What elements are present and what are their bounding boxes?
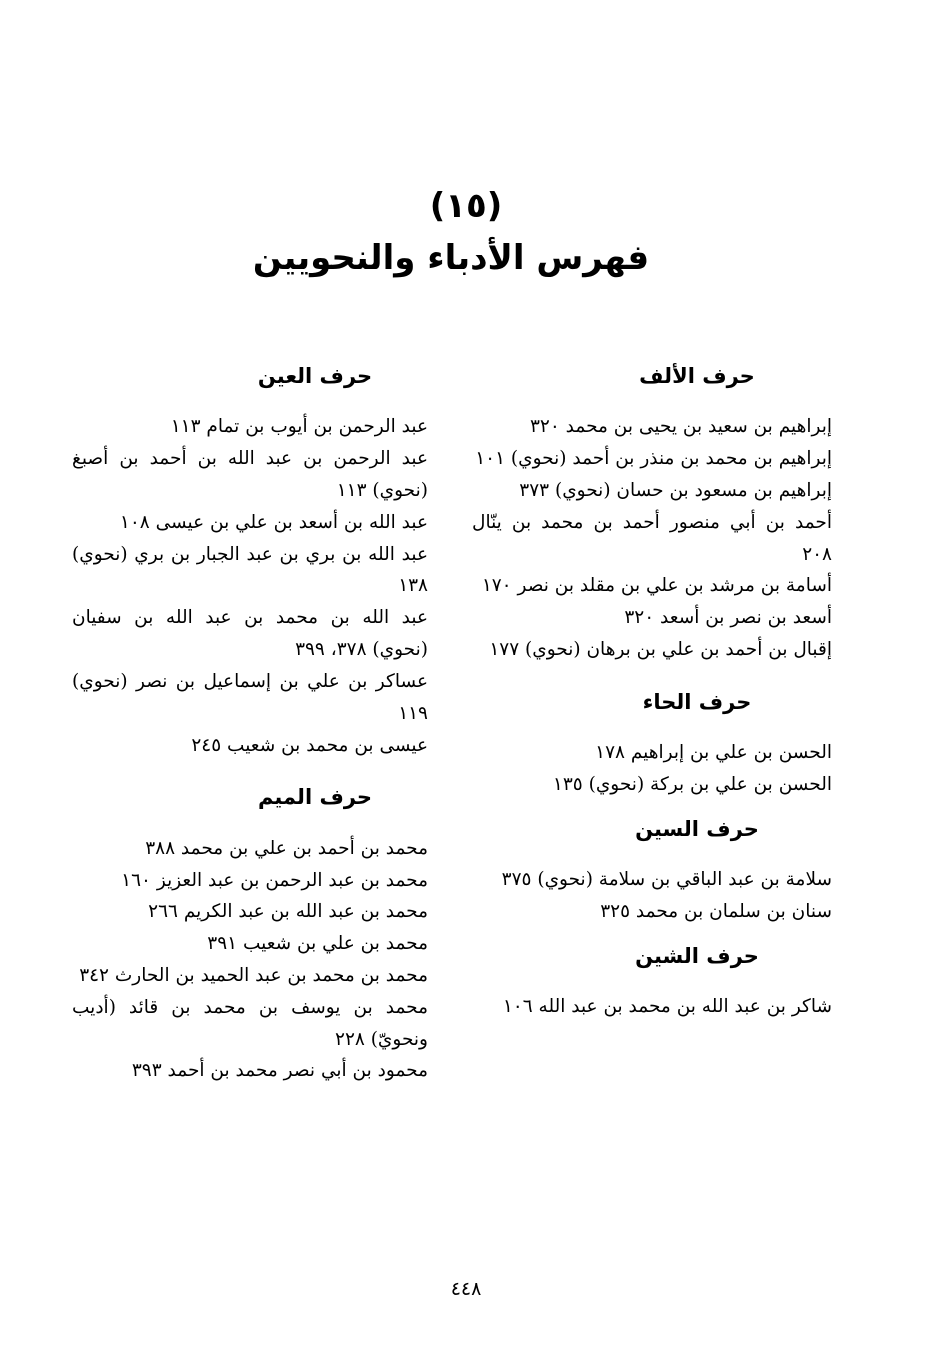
letter-heading: حرف الشين — [635, 943, 759, 968]
index-entry: محمد بن أحمد بن علي بن محمد ٣٨٨ — [145, 837, 428, 859]
index-entry: محمد بن يوسف بن محمد بن قائد (أديب ونحويّ) ٢٢٨ — [72, 996, 428, 1050]
index-entry: شاكر بن عبد الله بن محمد بن عبد الله ١٠٦ — [502, 996, 832, 1018]
letter-group-sheen — [472, 942, 832, 1023]
index-entry: إبراهيم بن سعيد بن يحيى بن محمد ٣٢٠ — [529, 416, 832, 438]
index-entry: سلامة بن عبد الباقي بن سلامة (نحوي) ٣٧٥ — [501, 869, 832, 891]
letter-group-haa — [472, 688, 832, 801]
index-entry: الحسن بن علي بن بركة (نحوي) ١٣٥ — [552, 774, 832, 796]
index-entry: إقبال بن أحمد بن علي بن برهان (نحوي) ١٧٧ — [489, 639, 832, 661]
index-entry: إبراهيم بن مسعود بن حسان (نحوي) ٣٧٣ — [519, 480, 832, 502]
letter-group-meem — [72, 783, 428, 1087]
letter-heading: حرف العين — [257, 364, 373, 388]
letter-heading: حرف السين — [635, 816, 759, 841]
index-entry: عبد الرحمن بن أيوب بن تمام ١١٣ — [170, 416, 428, 438]
letter-heading: حرف الحاء — [642, 689, 752, 714]
index-entry: الحسن بن علي بن إبراهيم ١٧٨ — [595, 742, 832, 764]
index-entry: محمد بن علي بن شعيب ٣٩١ — [207, 933, 428, 955]
page-title: فهرس الأدباء والنحويين — [252, 238, 650, 278]
index-entry: سنان بن سلمان بن محمد ٣٢٥ — [600, 901, 832, 923]
index-entry: إبراهيم بن محمد بن منذر بن أحمد (نحوي) ١٠١ — [475, 448, 832, 470]
letter-group-ain — [72, 362, 428, 761]
index-entry: عبد الرحمن بن عبد الله بن أحمد بن أصبغ (نحوي) ١١٣ — [72, 448, 428, 502]
letter-heading: حرف الألف — [639, 364, 755, 388]
letter-group-seen — [472, 815, 832, 928]
index-entry: عبد الله بن بري بن عبد الجبار بن بري (نحوي) ١٣٨ — [72, 543, 428, 597]
index-column-left — [72, 362, 428, 1109]
index-entry: محمد بن عبد الله بن عبد الكريم ٢٦٦ — [148, 901, 428, 923]
index-entry: أسامة بن مرشد بن علي بن مقلد بن نصر ١٧٠ — [481, 575, 832, 597]
index-entry: محمد بن عبد الرحمن بن عبد العزيز ١٦٠ — [121, 869, 428, 891]
index-column-right — [472, 362, 832, 1037]
index-entry: عبد الله بن محمد بن عبد الله بن سفيان (نحوي) ٣٧٨، ٣٩٩ — [72, 607, 428, 661]
index-entry: أسعد بن نصر بن أسعد ٣٢٠ — [624, 607, 832, 629]
index-entry: محمد بن محمد بن عبد الحميد بن الحارث ٣٤٢ — [79, 964, 428, 986]
letter-group-alif — [472, 362, 832, 666]
section-number: (١٥) — [429, 186, 503, 226]
index-entry: عيسى بن محمد بن شعيب ٢٤٥ — [191, 734, 428, 756]
index-entry: عساكر بن علي بن إسماعيل بن نصر (نحوي) ١١٩ — [72, 670, 429, 724]
index-entry: عبد الله بن أسعد بن علي بن عيسى ١٠٨ — [119, 511, 428, 533]
index-entry: محمود بن أبي نصر محمد بن أحمد ٣٩٣ — [131, 1060, 428, 1082]
index-entry: أحمد بن أبي منصور أحمد بن محمد بن ينّال ٢٠٨ — [472, 511, 832, 565]
letter-heading: حرف الميم — [257, 785, 373, 810]
page-number: ٤٤٨ — [450, 1278, 482, 1300]
